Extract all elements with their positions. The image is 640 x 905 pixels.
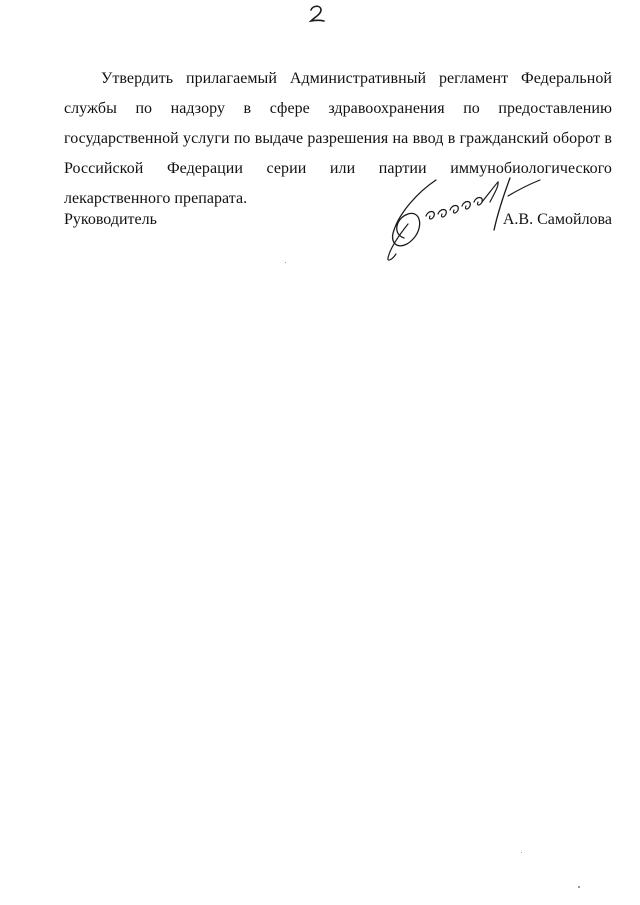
handwritten-signature xyxy=(378,172,548,264)
order-paragraph: Утвердить прилагаемый Административный регламент Федеральной службы по надзору в сфере здравоохранения по предоставлению государственной услуги по выдаче разрешения на ввод в гражданский оборот в Российской Федерации серии или партии иммунобиологического лекарственного препарата. xyxy=(64,70,612,207)
signer-title: Руководитель xyxy=(64,211,157,228)
scan-speck xyxy=(285,262,286,263)
handwritten-page-number xyxy=(303,2,333,28)
scan-speck xyxy=(521,852,522,853)
scan-speck xyxy=(578,886,580,888)
signer-name: А.В. Самойлова xyxy=(502,211,612,228)
